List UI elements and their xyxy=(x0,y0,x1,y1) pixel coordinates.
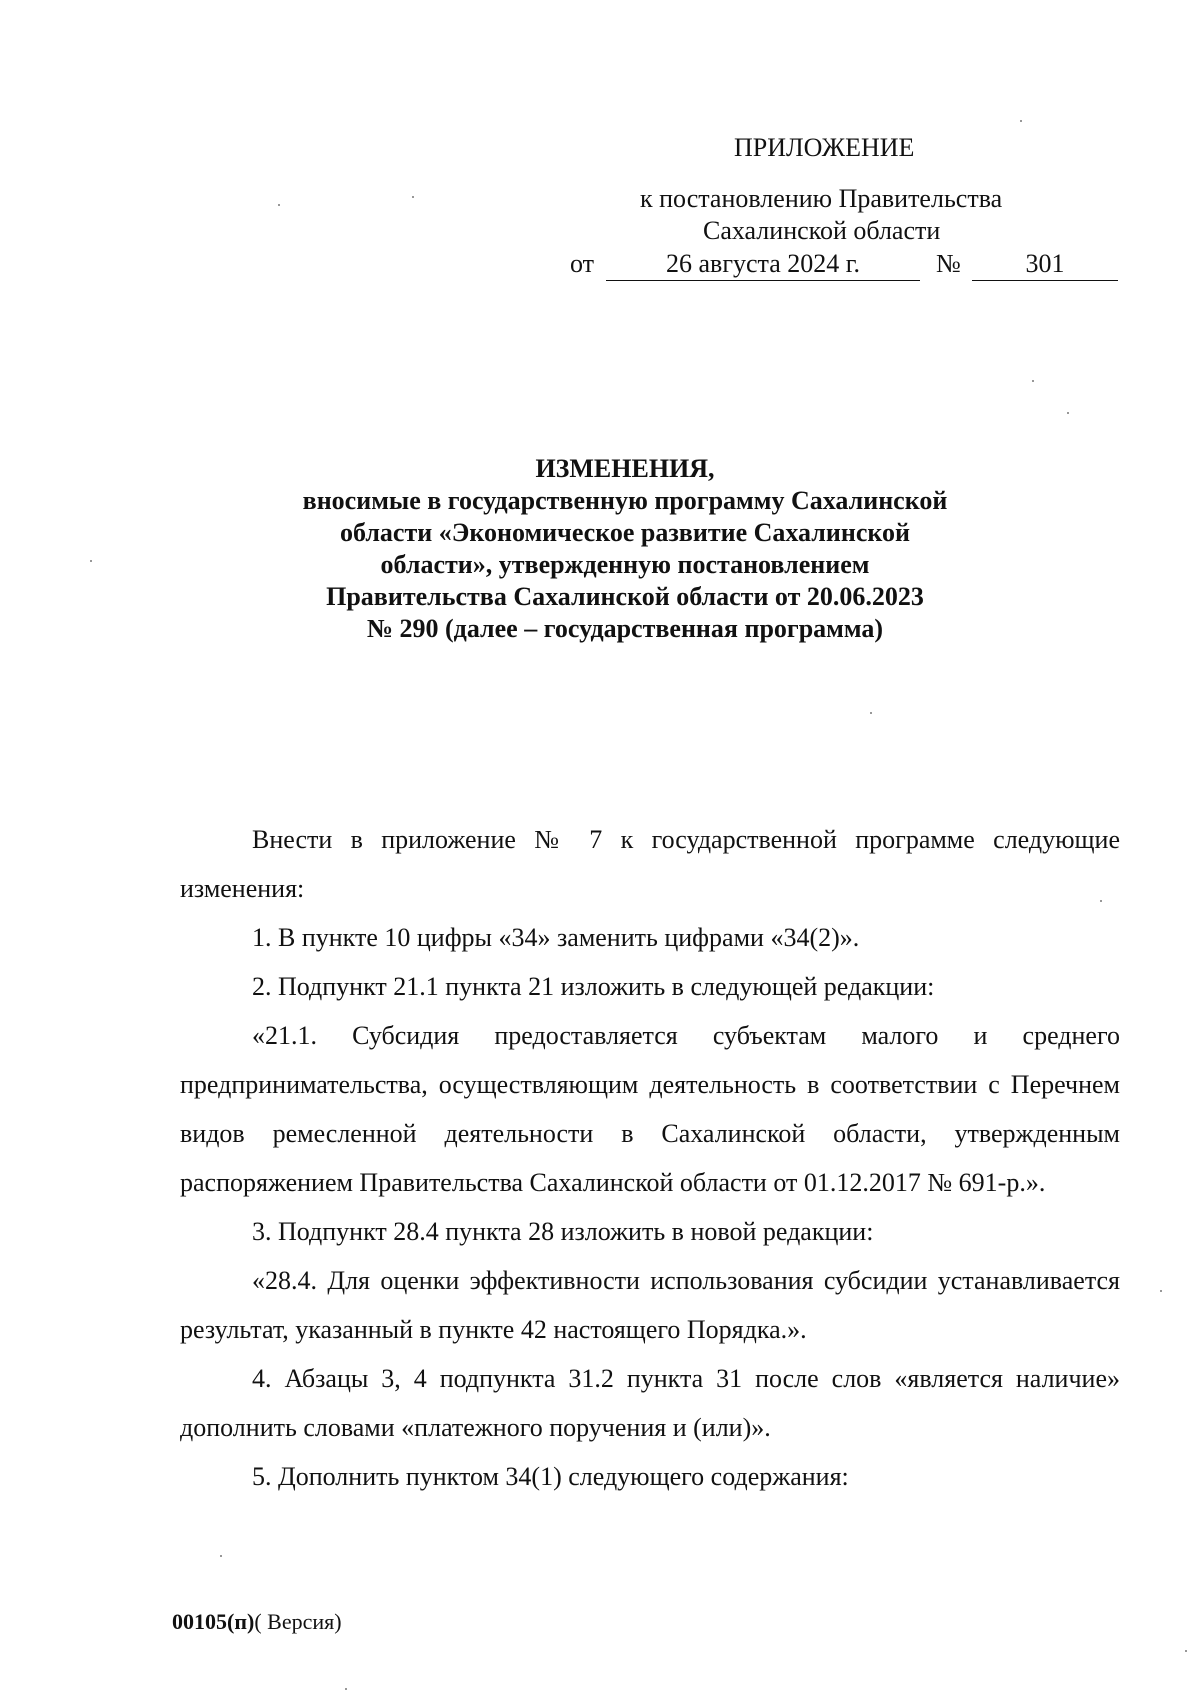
number-field xyxy=(972,248,1118,281)
document-title xyxy=(280,453,970,645)
scan-speck xyxy=(278,204,280,206)
appendix-line-2: Сахалинской области xyxy=(703,216,941,245)
title-line-2: вносимые в государственную программу Сахалинской xyxy=(302,486,948,515)
scan-speck xyxy=(345,1688,347,1690)
date-value: 26 августа 2024 г. xyxy=(666,249,860,278)
number-value: 301 xyxy=(1025,249,1065,278)
scan-speck xyxy=(1067,412,1069,414)
scan-speck xyxy=(1020,120,1022,122)
date-field xyxy=(606,248,920,281)
scan-speck xyxy=(1185,1650,1187,1652)
scan-speck xyxy=(412,196,414,198)
title-line-5: Правительства Сахалинской области от 20.06.2023 xyxy=(326,582,924,611)
title-line-3: области «Экономическое развитие Сахалинской xyxy=(339,518,910,547)
document-body xyxy=(180,815,1120,1501)
appendix-line-1: к постановлению Правительства xyxy=(640,184,1003,213)
scan-speck xyxy=(90,560,92,562)
title-line-4: области», утвержденную постановлением xyxy=(380,550,870,579)
item-5: 5. Дополнить пунктом 34(1) следующего содержания: xyxy=(252,1462,849,1491)
item-3-text: «28.4. Для оценки эффективности использования субсидии устанавливается результат, указанный в пункте 42 настоящего Порядка.». xyxy=(180,1266,1120,1344)
item-2-text: «21.1. Субсидия предоставляется субъектам малого и среднего предпринимательства, осуществляющим деятельность в соответствии с Перечнем видов ремесленной деятельности в Сахалинской области, утвержденным распоряжением Правительства Сахалинской области от 01.12.2017 № 691-р.». xyxy=(180,1021,1120,1197)
number-sign: № xyxy=(936,249,961,278)
scan-speck xyxy=(220,1555,222,1557)
document-code: 00105(п) xyxy=(172,1609,255,1634)
from-label: от xyxy=(570,249,595,278)
item-2: 2. Подпункт 21.1 пункта 21 изложить в следующей редакции: xyxy=(252,972,935,1001)
item-4: 4. Абзацы 3, 4 подпункта 31.2 пункта 31 после слов «является наличие» дополнить словами «платежного поручения и (или)». xyxy=(180,1364,1120,1442)
appendix-label: ПРИЛОЖЕНИЕ xyxy=(734,133,915,162)
item-1: 1. В пункте 10 цифры «34» заменить цифрами «34(2)». xyxy=(252,923,860,952)
footer-code xyxy=(172,1608,342,1636)
scan-speck xyxy=(870,712,872,714)
scan-speck xyxy=(1032,380,1034,382)
item-3: 3. Подпункт 28.4 пункта 28 изложить в новой редакции: xyxy=(252,1217,874,1246)
title-line-6: № 290 (далее – государственная программа) xyxy=(366,614,884,643)
version-label: ( Версия) xyxy=(254,1609,342,1634)
intro-paragraph: Внести в приложение № 7 к государственной программе следующие изменения: xyxy=(180,825,1120,903)
scan-speck xyxy=(1160,1290,1162,1292)
title-line-1: ИЗМЕНЕНИЯ, xyxy=(535,454,715,483)
scan-speck xyxy=(1100,900,1102,902)
